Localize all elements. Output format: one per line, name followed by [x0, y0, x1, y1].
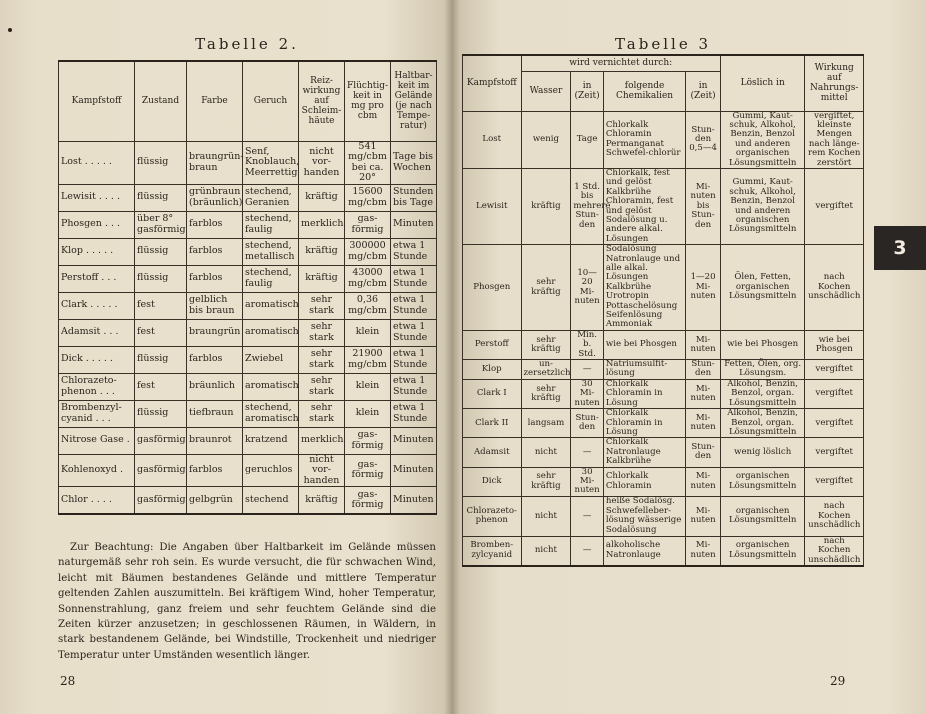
header-fluechtigkeit: Flüchtig-keit in mg pro cbm — [345, 61, 391, 141]
table-row — [463, 379, 864, 408]
table-cell: stechend — [243, 487, 299, 515]
table-cell: wie bei Phosgen — [805, 330, 864, 359]
table-cell: bräunlich — [187, 373, 243, 400]
table-cell: klein — [345, 373, 391, 400]
table-cell: Mi-nuten — [686, 409, 721, 438]
table-cell: Minuten — [391, 211, 437, 238]
table-2 — [58, 60, 437, 515]
table-cell: stechend, Geranien — [243, 184, 299, 211]
table-cell: Klop — [463, 360, 522, 380]
header-farbe: Farbe — [187, 61, 243, 141]
table-cell: Adamsit — [463, 438, 522, 467]
table-row — [59, 238, 437, 265]
table-cell: sehr kräftig — [521, 330, 571, 359]
table-cell: nicht — [521, 438, 571, 467]
table-cell: fest — [135, 292, 187, 319]
table-cell: 541 mg/cbm bei ca. 20° — [345, 141, 391, 184]
table-cell: wie bei Phosgen — [603, 330, 685, 359]
table-row — [59, 454, 437, 487]
table-cell: etwa 1 Stunde — [391, 238, 437, 265]
table-cell: merklich — [299, 211, 345, 238]
table-cell: gas-förmig — [345, 487, 391, 515]
table-cell: Klop . . . . . — [59, 238, 135, 265]
table-cell: sehr kräftig — [521, 379, 571, 408]
table-cell: Stun-den 0,5—4 — [686, 111, 721, 168]
table-cell: stechend, faulig — [243, 265, 299, 292]
table-row — [463, 168, 864, 244]
table-cell: nach Kochen unschädlich — [805, 496, 864, 536]
table-cell: gasförmig — [135, 487, 187, 515]
table-cell: gasförmig — [135, 454, 187, 487]
table-cell: alkoholische Natronlauge — [603, 536, 685, 566]
table-cell: Phosgen — [463, 245, 522, 331]
table-cell: wenig — [521, 111, 571, 168]
table-row — [59, 265, 437, 292]
table-cell: Mi-nuten — [686, 536, 721, 566]
table-cell: nicht — [521, 496, 571, 536]
table-cell: braungrün — [187, 319, 243, 346]
note-paragraph: Zur Beachtung: Die Angaben über Haltbarkeit im Gelände müssen naturgemäß sehr roh sein. Es wurde versucht, die für schwachen Wind, leicht mit Bäumen bestandenes Gelände und mittlere Temperatur geltenden Zahlen auszumitteln. Bei kräftigem Wind, hoher Temperatur, Sonnenstrahlung, ganz freiem und sehr feuchtem Gelände sind die Zeiten kürzer anzusetzen; in geschlossenen Räumen, in Wäldern, in stark bestandenem Gelände, bei Windstille, Trockenheit und niedriger Temperatur unter Umständen wesentlich länger. — [58, 542, 436, 661]
table-cell: kratzend — [243, 427, 299, 454]
table-cell: Fetten, Ölen, org. Lösungsm. — [720, 360, 805, 380]
table-cell: Gummi, Kaut-schuk, Alkohol, Benzin, Benzol und anderen organischen Lösungsmitteln — [720, 168, 805, 244]
table-cell: vergiftet — [805, 467, 864, 496]
table-cell: 1—20 Mi-nuten — [686, 245, 721, 331]
table-cell: flüssig — [135, 141, 187, 184]
table-cell: vergiftet — [805, 360, 864, 380]
table-row — [463, 496, 864, 536]
table-cell: vergiftet — [805, 379, 864, 408]
table-cell: nicht vor-handen — [299, 454, 345, 487]
table-cell: Mi-nuten — [686, 330, 721, 359]
table-cell: nach Kochen unschädlich — [805, 245, 864, 331]
table-cell: Minuten — [391, 454, 437, 487]
table-cell: Perstoff . . . — [59, 265, 135, 292]
table-cell: farblos — [187, 211, 243, 238]
table-cell: — — [571, 536, 604, 566]
table-cell: Dick — [463, 467, 522, 496]
table-row — [463, 467, 864, 496]
table-row — [59, 292, 437, 319]
header-chemikalien: folgende Chemikalien — [603, 71, 685, 111]
table-cell: vergiftet — [805, 409, 864, 438]
table-cell: 0,36 mg/cbm — [345, 292, 391, 319]
table-cell: etwa 1 Stunde — [391, 373, 437, 400]
table-cell: nach Kochen unschädlich — [805, 536, 864, 566]
table-cell: grünbraun (bräunlich) — [187, 184, 243, 211]
table-cell: vergiftet — [805, 438, 864, 467]
table-cell: Clark . . . . . — [59, 292, 135, 319]
table-cell: aromatisch — [243, 292, 299, 319]
header-kampfstoff: Kampfstoff — [59, 61, 135, 141]
table-cell: Brombenzyl-cyanid . . . — [59, 400, 135, 427]
table-2-title: Tabelle 2. — [195, 35, 299, 53]
header-zeit-1: in (Zeit) — [571, 71, 604, 111]
table-cell: Bromben-zylcyanid — [463, 536, 522, 566]
table-row — [463, 111, 864, 168]
header-group-vernichtet: wird vernichtet durch: — [521, 55, 720, 71]
table-cell: langsam — [521, 409, 571, 438]
table-cell: etwa 1 Stunde — [391, 292, 437, 319]
header-reizwirkung: Reiz-wirkung auf Schleim-häute — [299, 61, 345, 141]
table-row — [463, 438, 864, 467]
table-row — [59, 141, 437, 184]
table-cell: etwa 1 Stunde — [391, 319, 437, 346]
table-cell: sehr kräftig — [521, 467, 571, 496]
table-row — [59, 487, 437, 515]
table-cell: organischen Lösungsmitteln — [720, 496, 805, 536]
header-zustand: Zustand — [135, 61, 187, 141]
ink-dot — [8, 28, 12, 32]
table-cell: Mi-nuten bis Stun-den — [686, 168, 721, 244]
table-cell: Chlorkalk Chloramin — [603, 467, 685, 496]
table-cell: Lost — [463, 111, 522, 168]
table-cell: vergiftet — [805, 168, 864, 244]
table-cell: fest — [135, 373, 187, 400]
table-cell: Chlorkalk Chloramin in Lösung — [603, 409, 685, 438]
table-row — [59, 184, 437, 211]
page-number-left: 28 — [60, 674, 76, 688]
table-cell: vergiftet, kleinste Mengen nach länge-rem Kochen zerstört — [805, 111, 864, 168]
table-cell: Lewisit . . . . — [59, 184, 135, 211]
table-cell: Stun-den — [686, 360, 721, 380]
table-cell: Kohlenoxyd . — [59, 454, 135, 487]
table-cell: Alkohol, Benzin, Benzol, organ. Lösungsmitteln — [720, 409, 805, 438]
table-cell: flüssig — [135, 346, 187, 373]
table-cell: stechend, metallisch — [243, 238, 299, 265]
book-gutter — [444, 0, 460, 714]
table-cell: tiefbraun — [187, 400, 243, 427]
table-cell: Nitrose Gase . — [59, 427, 135, 454]
table-cell: kräftig — [299, 487, 345, 515]
table-cell: farblos — [187, 238, 243, 265]
table-cell: Mi-nuten — [686, 379, 721, 408]
table-cell: Gummi, Kaut-schuk, Alkohol, Benzin, Benzol und anderen organischen Lösungsmitteln — [720, 111, 805, 168]
table-cell: flüssig — [135, 265, 187, 292]
header-loeslich: Löslich in — [720, 55, 805, 111]
table-cell: 30 Mi-nuten — [571, 379, 604, 408]
table-cell: merklich — [299, 427, 345, 454]
table-row — [463, 536, 864, 566]
table-cell: gas-förmig — [345, 427, 391, 454]
table-cell: etwa 1 Stunde — [391, 346, 437, 373]
table-row — [59, 319, 437, 346]
table-cell: Ölen, Fetten, organischen Lösungsmitteln — [720, 245, 805, 331]
table-cell: flüssig — [135, 238, 187, 265]
table-cell: etwa 1 Stunde — [391, 265, 437, 292]
table-cell: Sodalösung Natronlauge und alle alkal. Lösungen Kalkbrühe Urotropin Pottaschelösung Seifenlösung Ammoniak — [603, 245, 685, 331]
table-cell: gas-förmig — [345, 454, 391, 487]
table-cell: nicht vor-handen — [299, 141, 345, 184]
table-cell: Alkohol, Benzin, Benzol, organ. Lösungsmitteln — [720, 379, 805, 408]
table-cell: gas-förmig — [345, 211, 391, 238]
header-wirkung: Wirkung auf Nahrungs-mittel — [805, 55, 864, 111]
table-3 — [462, 54, 864, 567]
table-3-title: Tabelle 3 — [614, 35, 712, 53]
table-cell: Stun-den — [571, 409, 604, 438]
table-cell: Chlorazeto-phenon . . . — [59, 373, 135, 400]
table-cell: farblos — [187, 265, 243, 292]
table-cell: Chlor . . . . — [59, 487, 135, 515]
table-cell: klein — [345, 319, 391, 346]
header-wasser: Wasser — [521, 71, 571, 111]
table-cell: Perstoff — [463, 330, 522, 359]
table-cell: Senf, Knoblauch, Meerrettig — [243, 141, 299, 184]
table-cell: Clark I — [463, 379, 522, 408]
table-row — [59, 427, 437, 454]
table-cell: Natriumsulfit-lösung — [603, 360, 685, 380]
table-2-header-row — [59, 61, 437, 141]
table-cell: Adamsit . . . — [59, 319, 135, 346]
chapter-tab: 3 — [874, 226, 926, 270]
table-cell: aromatisch — [243, 319, 299, 346]
header-geruch: Geruch — [243, 61, 299, 141]
table-cell: Min. b. Std. — [571, 330, 604, 359]
table-cell: gasförmig — [135, 427, 187, 454]
header-kampfstoff: Kampfstoff — [463, 55, 522, 111]
table-row — [59, 400, 437, 427]
table-cell: über 8° gasförmig — [135, 211, 187, 238]
table-row — [59, 373, 437, 400]
table-cell: un-zersetzlich — [521, 360, 571, 380]
table-cell: kräftig — [299, 184, 345, 211]
table-cell: Stun-den — [686, 438, 721, 467]
table-cell: Lost . . . . . — [59, 141, 135, 184]
table-cell: sehr stark — [299, 346, 345, 373]
table-cell: aromatisch — [243, 373, 299, 400]
table-cell: farblos — [187, 346, 243, 373]
table-row — [59, 211, 437, 238]
table-cell: sehr stark — [299, 319, 345, 346]
table-cell: heiße Sodalösg. Schwefelleber-lösung wässerige Sodalösung — [603, 496, 685, 536]
table-cell: Chlorkalk Natronlauge Kalkbrühe — [603, 438, 685, 467]
table-cell: stechend, aromatisch — [243, 400, 299, 427]
table-row — [59, 346, 437, 373]
table-cell: braungrün-braun — [187, 141, 243, 184]
table-cell: 1 Std. bis mehrere Stun-den — [571, 168, 604, 244]
table-cell: flüssig — [135, 400, 187, 427]
table-cell: — — [571, 438, 604, 467]
table-row — [463, 330, 864, 359]
table-cell: Phosgen . . . — [59, 211, 135, 238]
table-cell: Chlorkalk, fest und gelöst Kalkbrühe Chloramin, fest und gelöst Sodalösung u. andere alkal. Lösungen — [603, 168, 685, 244]
header-haltbarkeit: Haltbar-keit im Gelände (je nach Tempe-ratur) — [391, 61, 437, 141]
table-cell: Chlorkalk Chloramin Permanganat Schwefel-chlorür — [603, 111, 685, 168]
table-cell: Minuten — [391, 427, 437, 454]
table-cell: sehr kräftig — [521, 245, 571, 331]
table-cell: gelbgrün — [187, 487, 243, 515]
table-cell: 43000 mg/cbm — [345, 265, 391, 292]
table-cell: sehr stark — [299, 373, 345, 400]
table-cell: organischen Lösungsmitteln — [720, 536, 805, 566]
table-cell: etwa 1 Stunde — [391, 400, 437, 427]
table-3-header-row-1 — [463, 55, 864, 71]
table-row — [463, 360, 864, 380]
table-cell: kräftig — [299, 238, 345, 265]
table-cell: — — [571, 496, 604, 536]
left-page — [0, 0, 452, 714]
table-cell: Tage bis Wochen — [391, 141, 437, 184]
table-cell: farblos — [187, 454, 243, 487]
table-cell: organischen Lösungsmitteln — [720, 467, 805, 496]
table-cell: geruchlos — [243, 454, 299, 487]
table-cell: Mi-nuten — [686, 467, 721, 496]
table-cell: stechend, faulig — [243, 211, 299, 238]
table-cell: gelblich bis braun — [187, 292, 243, 319]
table-row — [463, 409, 864, 438]
table-cell: nicht — [521, 536, 571, 566]
table-cell: Lewisit — [463, 168, 522, 244]
table-3-body — [463, 111, 864, 566]
table-cell: 300000 mg/cbm — [345, 238, 391, 265]
header-zeit-2: in (Zeit) — [686, 71, 721, 111]
table-cell: Chlorkalk Chloramin in Lösung — [603, 379, 685, 408]
table-cell: Chlorazeto-phenon — [463, 496, 522, 536]
table-cell: 15600 mg/cbm — [345, 184, 391, 211]
table-2-body — [59, 141, 437, 514]
table-cell: wie bei Phosgen — [720, 330, 805, 359]
table-cell: flüssig — [135, 184, 187, 211]
table-cell: Minuten — [391, 487, 437, 515]
table-cell: Zwiebel — [243, 346, 299, 373]
table-row — [463, 245, 864, 331]
table-cell: Stunden bis Tage — [391, 184, 437, 211]
table-cell: Mi-nuten — [686, 496, 721, 536]
table-cell: Tage — [571, 111, 604, 168]
page-number-right: 29 — [830, 674, 846, 688]
table-cell: klein — [345, 400, 391, 427]
table-cell: braunrot — [187, 427, 243, 454]
table-cell: sehr stark — [299, 292, 345, 319]
table-cell: 30 Mi-nuten — [571, 467, 604, 496]
table-cell: 21900 mg/cbm — [345, 346, 391, 373]
table-cell: sehr stark — [299, 400, 345, 427]
table-cell: wenig löslich — [720, 438, 805, 467]
table-cell: — — [571, 360, 604, 380]
table-cell: Dick . . . . . — [59, 346, 135, 373]
table-cell: kräftig — [521, 168, 571, 244]
table-cell: 10—20 Mi-nuten — [571, 245, 604, 331]
table-cell: fest — [135, 319, 187, 346]
table-cell: kräftig — [299, 265, 345, 292]
table-cell: Clark II — [463, 409, 522, 438]
